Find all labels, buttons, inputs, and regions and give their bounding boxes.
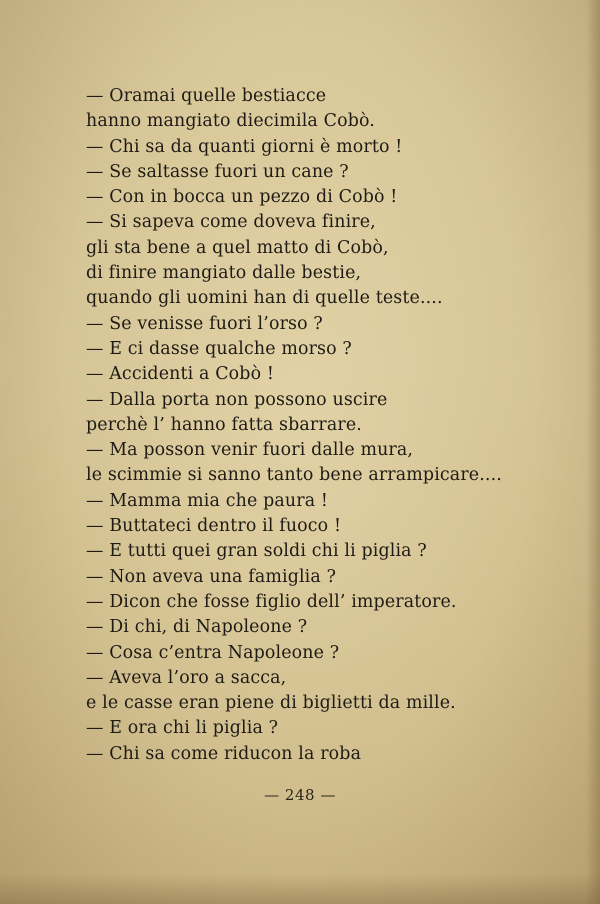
- verse-line: — Buttateci dentro il fuoco !: [86, 516, 342, 537]
- verse-line: — Di chi, di Napoleone ?: [86, 617, 308, 638]
- verse-line: — Aveva l’oro a sacca,: [86, 667, 287, 688]
- verse-line: di finire mangiato dalle bestie,: [86, 263, 362, 284]
- verse-line: hanno mangiato diecimila Cobò.: [86, 111, 375, 132]
- page-edge-shadow-bottom: [0, 874, 600, 904]
- verse-line: — Dicon che fosse figlio dell’ imperatore.: [86, 591, 457, 612]
- page-edge-shadow-right: [586, 0, 600, 904]
- verse-line: — Oramai quelle bestiacce: [86, 86, 327, 106]
- verse-line: — Cosa c’entra Napoleone ?: [86, 642, 340, 663]
- verse-line: — Si sapeva come doveva finire,: [86, 212, 376, 233]
- verse-line: perchè l’ hanno fatta sbarrare.: [86, 414, 362, 435]
- verse-line: — E ora chi li piglia ?: [86, 718, 279, 739]
- verse-text-block: [86, 84, 586, 767]
- verse-line: — Chi sa come riducon la roba: [86, 743, 362, 764]
- verse-line: e le casse eran piene di biglietti da mille.: [86, 693, 456, 714]
- verse-line: — Se saltasse fuori un cane ?: [86, 161, 349, 182]
- page-number: — 248 —: [264, 786, 336, 804]
- verse-line: le scimmie si sanno tanto bene arrampicare....: [86, 465, 502, 486]
- verse-line: — E tutti quei gran soldi chi li piglia ?: [86, 541, 427, 562]
- verse-line: — Chi sa da quanti giorni è morto !: [86, 136, 403, 157]
- verse-line: — Ma posson venir fuori dalle mura,: [86, 440, 414, 461]
- verse-line: — E ci dasse qualche morso ?: [86, 338, 352, 359]
- verse-line: quando gli uomini han di quelle teste....: [86, 288, 443, 309]
- verse-line: — Se venisse fuori l’orso ?: [86, 313, 323, 334]
- verse-line: — Accidenti a Cobò !: [86, 364, 275, 385]
- verse-line: — Dalla porta non possono uscire: [86, 389, 388, 410]
- verse-line: — Mamma mia che paura !: [86, 490, 329, 511]
- verse-line: — Con in bocca un pezzo di Cobò !: [86, 187, 398, 208]
- verse-line: — Non aveva una famiglia ?: [86, 566, 337, 587]
- verse-line: gli sta bene a quel matto di Cobò,: [86, 237, 389, 258]
